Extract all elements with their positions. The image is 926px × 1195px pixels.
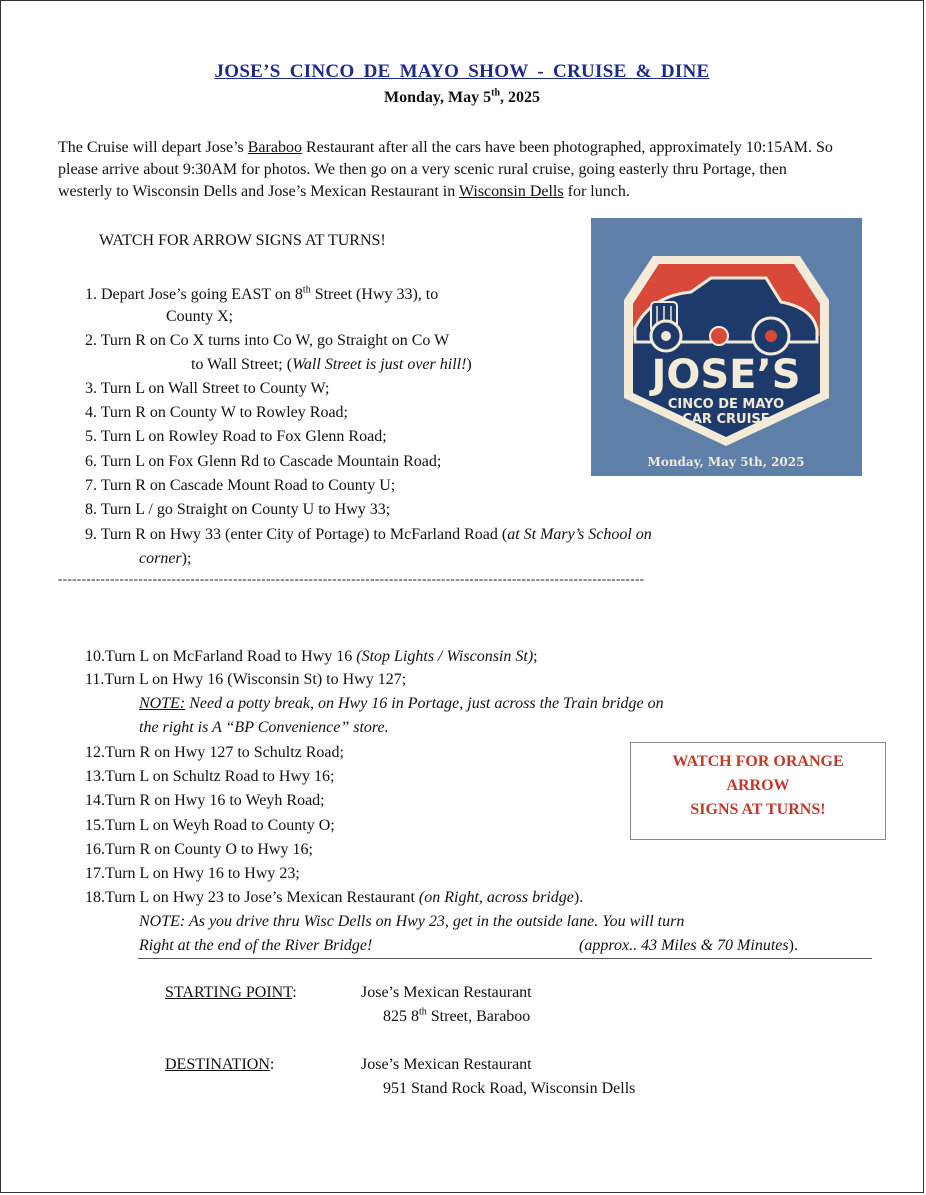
step-18: 18.Turn L on Hwy 23 to Jose’s Mexican Restaurant (on Right, across bridge). <box>85 889 584 906</box>
logo-date: Monday, May 5th, 2025 <box>647 455 805 469</box>
divider-rule <box>138 958 872 959</box>
step-8: 8. Turn L / go Straight on County U to Hwy 33; <box>85 501 391 518</box>
step-1: 1. Depart Jose’s going EAST on 8th Street (Hwy 33), to <box>85 284 439 303</box>
logo-badge-icon <box>591 218 862 476</box>
dells-link-text: Wisconsin Dells <box>458 183 564 200</box>
note-potty-cont: the right is A “BP Convenience” store. <box>139 719 389 736</box>
destination-name: Jose’s Mexican Restaurant <box>361 1056 532 1073</box>
step-15: 15.Turn L on Weyh Road to County O; <box>85 817 335 834</box>
starting-point-address: 825 8th Street, Baraboo <box>383 1006 531 1025</box>
step-6: 6. Turn L on Fox Glenn Rd to Cascade Mountain Road; <box>85 453 442 470</box>
divider-dashes: ---------------------------------------------------------------------------------------------------------------------------- <box>58 571 645 586</box>
step-1-cont: County X; <box>166 308 234 325</box>
step-10: 10.Turn L on McFarland Road to Hwy 16 (Stop Lights / Wisconsin St); <box>85 648 538 665</box>
logo-name: JOSE’S <box>651 352 801 398</box>
step-12: 12.Turn R on Hwy 127 to Schultz Road; <box>85 744 344 761</box>
note-dells: NOTE: As you drive thru Wisc Dells on Hwy 23, get in the outside lane. You will turn <box>139 913 685 930</box>
destination-label: DESTINATION: <box>165 1056 275 1073</box>
step-2: 2. Turn R on Co X turns into Co W, go Straight on Co W <box>85 332 450 349</box>
orange-arrow-notice: WATCH FOR ORANGE ARROW SIGNS AT TURNS! <box>630 742 886 840</box>
step-9: 9. Turn R on Hwy 33 (enter City of Portage) to McFarland Road (at St Mary’s School on <box>85 526 652 543</box>
step-14: 14.Turn R on Hwy 16 to Weyh Road; <box>85 792 325 809</box>
baraboo-link-text: Baraboo <box>247 139 302 156</box>
intro-paragraph: The Cruise will depart Jose’s Baraboo Restaurant after all the cars have been photographed, approximately 10:15AM. So please arrive about 9:30AM for photos. We then go on a very scenic rural cruise, going easterly thru Portage, then westerly to Wisconsin Dells and Jose’s Mexican Restaurant in Wisconsin Dells for lunch. <box>58 139 833 200</box>
watch-arrow-notice: WATCH FOR ARROW SIGNS AT TURNS! <box>99 232 386 249</box>
step-17: 17.Turn L on Hwy 16 to Hwy 23; <box>85 865 300 882</box>
step-4: 4. Turn R on County W to Rowley Road; <box>85 404 348 421</box>
note-dells-cont: Right at the end of the River Bridge! <box>139 937 373 954</box>
step-5: 5. Turn L on Rowley Road to Fox Glenn Road; <box>85 428 387 445</box>
cruise-logo <box>591 218 862 476</box>
note-potty: NOTE: Need a potty break, on Hwy 16 in Portage, just across the Train bridge on <box>139 695 664 712</box>
distance-note: (approx.. 43 Miles & 70 Minutes). <box>579 937 798 954</box>
step-7: 7. Turn R on Cascade Mount Road to County U; <box>85 477 396 494</box>
step-2-cont: to Wall Street; (Wall Street is just over hill!) <box>191 356 472 373</box>
page-title: JOSE’S CINCO DE MAYO SHOW - CRUISE & DINE <box>214 61 710 82</box>
step-13: 13.Turn L on Schultz Road to Hwy 16; <box>85 768 335 785</box>
step-16: 16.Turn R on County O to Hwy 16; <box>85 841 313 858</box>
starting-point-name: Jose’s Mexican Restaurant <box>361 984 532 1001</box>
logo-line1: CINCO DE MAYO <box>667 397 785 412</box>
step-9-cont: corner); <box>139 550 192 567</box>
step-11: 11.Turn L on Hwy 16 (Wisconsin St) to Hwy 127; <box>85 671 407 688</box>
starting-point-label: STARTING POINT: <box>165 984 297 1001</box>
destination-address: 951 Stand Rock Road, Wisconsin Dells <box>383 1080 636 1097</box>
step-3: 3. Turn L on Wall Street to County W; <box>85 380 330 397</box>
logo-line2: CAR CRUISE <box>682 412 770 427</box>
event-date: Monday, May 5th, 2025 <box>383 87 541 106</box>
